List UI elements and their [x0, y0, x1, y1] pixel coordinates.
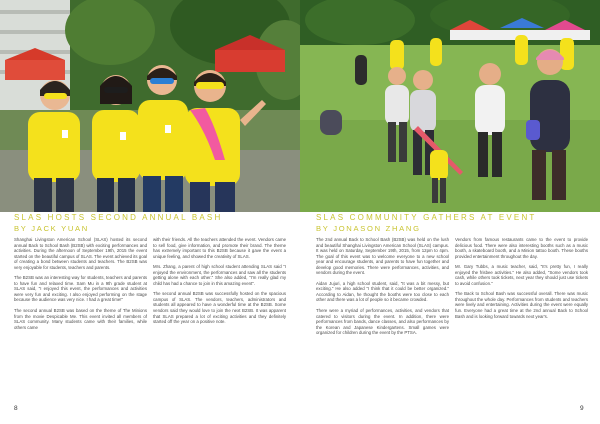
article-column-1	[316, 237, 449, 341]
article-column-2	[455, 237, 588, 324]
article-byline: BY JONASON ZHANG	[316, 224, 421, 233]
page-number: 9	[580, 405, 584, 412]
paragraph: Vendors from famous restaurants came to the event to provide delicious food. There were also interesting booths such as a music booth, a skateboard booth, and a Minion tattoo booth. These booths provided entertainment throughout the day.	[455, 237, 588, 259]
paragraph: Mr. Gary Tubbs, a music teacher, said, "It's pretty fun, I really enjoyed the frisbee activities." He also added, "Some vendors took cash, while others took tickets, next year they should just use tickets to avoid confusion."	[455, 264, 588, 286]
page-number: 8	[14, 405, 18, 412]
paragraph: The B2SB was an interesting way for students, teachers and parents to have fun and relaxed time. Sam Mu in a 9th grade student at SLAS said, "I enjoyed this event, the performances and activities were very fun and exciting. I also enjoyed performing on the stage because the audience was very nice. I had a great time!"	[14, 275, 147, 303]
community-field-photo	[300, 0, 600, 212]
paragraph: Aidan Jujuri, a high school student, said, "It was a bit messy, but exciting." He also added "I think that it could be better organized." According to Aidan, he thought the booths were too close to each other and there was a lot of people so it became crowded.	[316, 280, 449, 303]
minion-costume-group-photo	[0, 0, 300, 212]
paragraph: Shanghai Livingston American School (SLAS) hosted its second annual Back to School Bash (B2SB) with exciting performances and activities. During the afternoon of September 19th, 2015 the event started on the beautiful campus of SLAS. The event achieved its goal of creating a bond between students and teachers. The B2SB was very enjoyable for students, teachers and parents.	[14, 237, 147, 270]
paragraph: with their friends. All the teachers attended the event. Vendors came to sell food, give information, and promote their brand. The theme has extremely important to this B2SB because it gave the event a unique feeling, and showed the creativity of SLAS.	[153, 237, 286, 259]
article-title: SLAS COMMUNITY GATHERS AT EVENT	[316, 213, 537, 222]
paragraph: The 2nd annual Back to School Bash (B2SB) was held on the lush and beautiful Shanghai Livingston American School (SLAS) campus. It was held on Saturday, September 19th, 2015, from 12pm to 4pm. The goal of this event was to welcome everyone to a new school year and encourage students, and parents to have fun together and develop good memories. There were performances, activities, and vendors during the event.	[316, 237, 449, 276]
paragraph: The second annual B2SB was based on the theme of The Minions from the movie Despicable Me. This event invited all members of SLAS community. Many students came with their families, while others came	[14, 308, 147, 330]
paragraph: The Back to School Bash was successful overall. There was music throughout the whole day. Performances from students and teachers were lively and entertaining. Activities during the event were equally fun. Everyone had a great time at the 2nd annual Back to School Bash and is looking forward towards next year's.	[455, 291, 588, 319]
article-byline: BY JACK YUAN	[14, 224, 89, 233]
article-column-2	[153, 237, 286, 330]
article-column-1	[14, 237, 147, 335]
paragraph: The second annual B2SB was successfully hosted on the spacious campus of SLAS. The vendors, teachers, administrators and students all appeared to have a wonderful time at the B2SB. Some vendors said they would love to join the next B2SB. It was apparent that SLAS prepared a lot of exciting activities and they definitely started off the year on a positive note.	[153, 291, 286, 325]
paragraph: Mrs. Zhang, a parent of high school student attending SLAS said "I enjoyed the environment, the performances and saw all the students getting alone with each other." She also added, "I'm really glad my child has had a chance to join in this amazing event".	[153, 264, 286, 286]
article-title: SLAS HOSTS SECOND ANNUAL BASH	[14, 213, 223, 222]
right-page	[300, 0, 600, 424]
paragraph: There were a myriad of performances, activities, and vendors that catered to visitors during the event. In addition, there were performances from bands, dance classes, and also performances by the Korean and Japanese Kindergartens. Small games were organized for children during the event by the PTSA.	[316, 308, 449, 336]
